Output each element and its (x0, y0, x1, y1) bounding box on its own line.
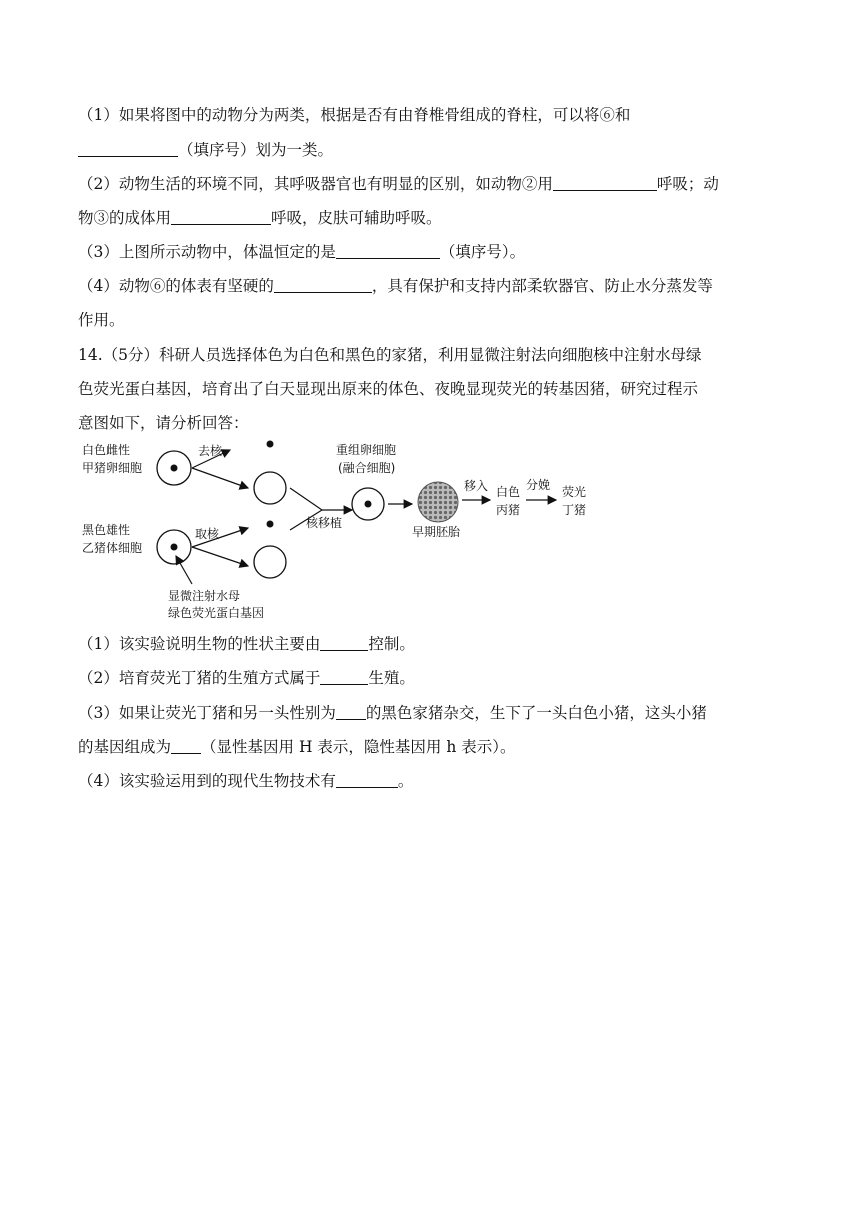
q13-part4-line1: （4）动物⑥的体表有坚硬的 ，具有保护和支持内部柔软器官、防止水分蒸发等 (78, 277, 713, 295)
remove-nucleus-label: 去核 (198, 444, 223, 458)
recombined-egg-label: 重组卵细胞 (336, 443, 397, 457)
answer-blank[interactable] (553, 174, 657, 191)
fluorescent-label: 荧光 (562, 485, 587, 499)
nuclear-transfer-label: 核移植 (306, 516, 343, 530)
pig-ding-label: 丁猪 (562, 503, 587, 517)
connector-line (290, 488, 322, 510)
q13-part4-line2: 作用。 (78, 311, 125, 329)
answer-blank[interactable] (336, 242, 440, 259)
q13-part1-line2: （填序号）划为一类。 (78, 140, 788, 160)
injection-label-1: 显微注射水母 (168, 589, 241, 603)
q14-part1: （1）该实验说明生物的性状主要由 控制。 (78, 635, 415, 653)
arrow (192, 547, 248, 566)
recombined-nucleus (365, 501, 372, 508)
arrow (192, 468, 248, 488)
white-female-label: 白色雌性 (82, 443, 131, 457)
surrogate-pig-label: 丙猪 (496, 503, 521, 517)
early-embryo-label: 早期胚胎 (412, 525, 461, 539)
q14-intro-line3: 意图如下，请分析回答： (78, 414, 249, 432)
q14-intro-line2: 色荧光蛋白基因，培育出了白天显现出原来的体色、夜晚显现荧光的转基因猪，研究过程示 (78, 380, 699, 398)
q14-part3-line1: （3）如果让荧光丁猪和另一头性别为 的黑色家猪杂交，生下了一头白色小猪，这头小猪 (78, 704, 707, 722)
q13-part1-line1: （1）如果将图中的动物分为两类，根据是否有由脊椎骨组成的脊柱，可以将⑥和 (78, 106, 631, 124)
q14-part3-line2: 的基因组成为 （显性基因用 H 表示，隐性基因用 h 表示）。 (78, 738, 516, 756)
answer-blank[interactable] (171, 738, 201, 754)
egg-nucleus (171, 465, 178, 472)
answer-blank[interactable] (320, 635, 368, 651)
somatic-nucleus (171, 544, 178, 551)
black-male-label: 黑色雄性 (82, 523, 131, 537)
black-somatic-label: 乙猪体细胞 (82, 541, 143, 555)
birth-label: 分娩 (526, 478, 551, 492)
answer-blank[interactable] (171, 208, 271, 225)
q14-part2: （2）培育荧光丁猪的生殖方式属于 生殖。 (78, 669, 415, 687)
transfer-label: 移入 (464, 479, 489, 493)
early-embryo (418, 482, 458, 522)
take-nucleus-label: 取核 (195, 527, 220, 541)
answer-blank[interactable] (336, 772, 398, 788)
fused-cell-label: (融合细胞) (338, 461, 396, 475)
q14-part4: （4）该实验运用到的现代生物技术有 。 (78, 772, 414, 790)
cloning-process-diagram (78, 440, 598, 625)
q13-part2-line2: 物③的成体用 呼吸，皮肤可辅助呼吸。 (78, 209, 442, 227)
surrogate-white-label: 白色 (496, 485, 521, 499)
enucleated-egg (254, 472, 286, 504)
white-egg-label: 甲猪卵细胞 (82, 461, 143, 475)
answer-blank[interactable] (78, 140, 178, 157)
injection-label-2: 绿色荧光蛋白基因 (168, 606, 265, 620)
answer-blank[interactable] (320, 669, 368, 685)
q13-part3: （3）上图所示动物中，体温恒定的是 （填序号）。 (78, 243, 526, 261)
donor-nucleus (267, 521, 274, 528)
enucleated-somatic-cell (254, 546, 286, 578)
answer-blank[interactable] (336, 704, 366, 720)
q13-part2-line1: （2）动物生活的环境不同，其呼吸器官也有明显的区别，如动物②用 呼吸；动 (78, 175, 719, 193)
removed-nucleus (267, 441, 274, 448)
answer-blank[interactable] (274, 276, 372, 293)
q14-intro-line1: 14.（5分）科研人员选择体色为白色和黑色的家猪，利用显微注射法向细胞核中注射水母绿 (78, 346, 702, 364)
